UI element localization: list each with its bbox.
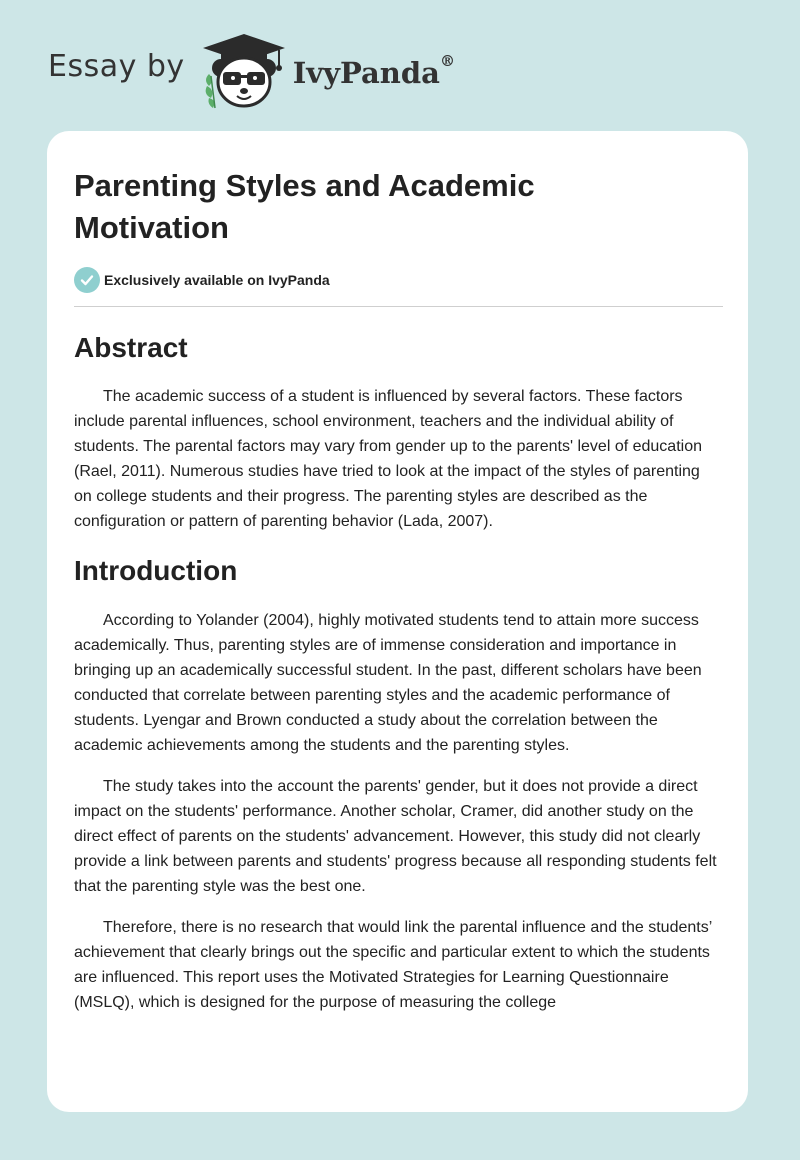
introduction-paragraph-2: The study takes into the account the parents' gender, but it does not provide a direct impact on the students' performance. Another scholar, Cramer, did another study on the direct effect of parents on the students' advancement. However, this study did not clearly provide a link between parents and students' progress because all responding students felt that the parenting style was the best one. [74,778,717,895]
badge-text: Exclusively available on IvyPanda [104,272,330,288]
registered-mark: ® [439,52,455,70]
abstract-paragraph: The academic success of a student is influenced by several factors. These factors include parental influences, school environment, teachers and the individual ability of students. The parental factors may vary from gender up to the parents' level of education (Rael, 2011). Numerous studies have tried to look at the impact of the styles of parenting on college students and their progress. The parenting styles are described as the configuration or pattern of parenting behavior (Lada, 2007). [74,388,702,530]
introduction-heading: Introduction [74,555,238,586]
introduction-paragraph-3: Therefore, there is no research that would link the parental influence and the students’ achievement that clearly brings out the specific and particular extent to which the students are influenced. This report uses the Motivated Strategies for Learning Questionnaire (MSLQ), which is designed for the purpose of measuring the college [74,919,712,1011]
site-header [48,30,455,110]
check-icon [74,267,100,293]
panda-graduate-icon[interactable] [199,30,289,110]
exclusive-badge [74,267,721,293]
essay-title: Parenting Styles and Academic Motivation [74,168,535,245]
essay-by-label: Essay by [48,48,185,84]
abstract-heading: Abstract [74,332,188,363]
divider [74,306,723,307]
introduction-paragraph-1: According to Yolander (2004), highly motivated students tend to attain more success academically. Thus, parenting styles are of immense consideration and importance in bringing up an academically successful student. In the past, different scholars have been conducted that correlate between parenting styles and the academic performance of students. Lyengar and Brown conducted a study about the correlation between the academic achievements among the students and the parenting styles. [74,612,702,754]
essay-card [47,131,748,1112]
brand-name[interactable]: IvyPanda® [292,52,455,90]
